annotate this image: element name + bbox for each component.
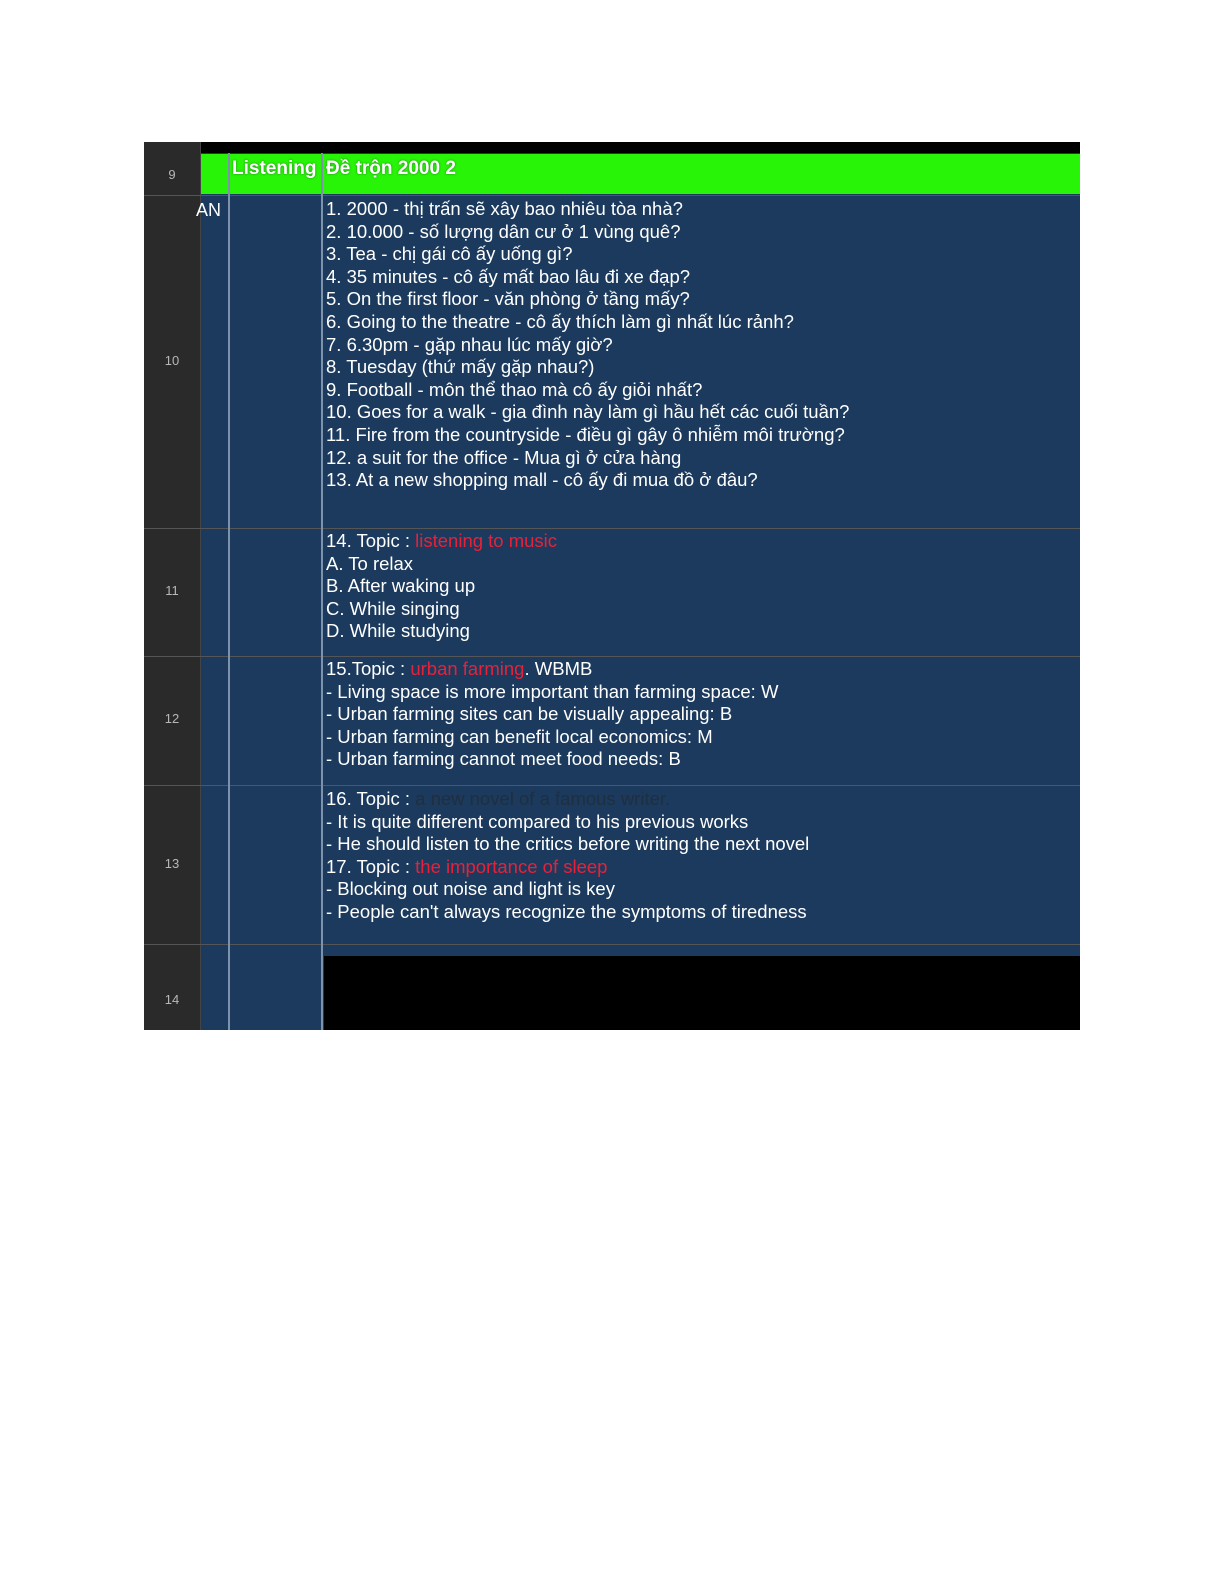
column-a-partial-text[interactable]: AN bbox=[196, 200, 222, 220]
cell-row-10-answers[interactable] bbox=[326, 198, 1078, 492]
topic-highlight: urban farming bbox=[410, 658, 525, 679]
answer-line: 2. 10.000 - số lượng dân cư ở 1 vùng quê? bbox=[326, 220, 681, 242]
row-divider bbox=[144, 944, 1080, 945]
topic-line: 14. Topic : listening to music bbox=[326, 530, 558, 551]
topic-line: 15.Topic : urban farming. WBMB bbox=[326, 658, 593, 679]
row-number-13[interactable]: 13 bbox=[164, 856, 180, 871]
option-line: B. After waking up bbox=[326, 575, 476, 597]
topic-highlight: listening to music bbox=[415, 530, 558, 551]
row-divider bbox=[144, 656, 1080, 657]
answer-line: 6. Going to the theatre - cô ấy thích làm gì nhất lúc rảnh? bbox=[326, 310, 794, 332]
row-divider bbox=[144, 195, 1080, 196]
answer-line: 11. Fire from the countryside - điều gì gây ô nhiễm môi trường? bbox=[326, 423, 845, 445]
topic-highlight: a new novel of a famous writer. bbox=[415, 788, 671, 809]
answer-line: 1. 2000 - thị trấn sẽ xây bao nhiêu tòa nhà? bbox=[326, 198, 683, 219]
row-number-12[interactable]: 12 bbox=[164, 711, 180, 726]
cell-row-14[interactable] bbox=[324, 956, 1080, 1030]
cell-row-11-question-14[interactable] bbox=[326, 530, 1078, 643]
column-divider bbox=[321, 153, 323, 1030]
row-number-10[interactable]: 10 bbox=[164, 353, 180, 368]
header-cell-title[interactable]: Đề trộn 2000 2 bbox=[326, 158, 456, 179]
answer-line: - Urban farming cannot meet food needs: B bbox=[326, 748, 681, 770]
answer-line: 5. On the first floor - văn phòng ở tầng mấy? bbox=[326, 288, 690, 310]
answer-line: - Living space is more important than farming space: W bbox=[326, 680, 779, 702]
answer-line: 10. Goes for a walk - gia đình này làm gì hầu hết các cuối tuần? bbox=[326, 401, 850, 423]
option-line: C. While singing bbox=[326, 597, 460, 619]
answer-line: 3. Tea - chị gái cô ấy uống gì? bbox=[326, 243, 573, 265]
row-divider bbox=[144, 528, 1080, 529]
answer-line: - People can't always recognize the symptoms of tiredness bbox=[326, 900, 807, 922]
answer-line: 8. Tuesday (thứ mấy gặp nhau?) bbox=[326, 356, 595, 378]
answer-line: - It is quite different compared to his previous works bbox=[326, 810, 749, 832]
row-number-9[interactable]: 9 bbox=[168, 167, 176, 182]
spreadsheet-view bbox=[144, 142, 1080, 1030]
row-number-11[interactable]: 11 bbox=[165, 583, 179, 598]
row-divider bbox=[144, 785, 1080, 786]
option-line: D. While studying bbox=[326, 620, 470, 642]
answer-line: 7. 6.30pm - gặp nhau lúc mấy giờ? bbox=[326, 333, 613, 355]
topic-line: 17. Topic : the importance of sleep bbox=[326, 855, 608, 877]
topic-highlight: the importance of sleep bbox=[415, 855, 608, 877]
answer-line: 12. a suit for the office - Mua gì ở cửa hàng bbox=[326, 446, 682, 468]
answer-line: 9. Football - môn thể thao mà cô ấy giỏi nhất? bbox=[326, 378, 703, 400]
top-bar bbox=[144, 142, 1080, 153]
answer-line: 4. 35 minutes - cô ấy mất bao lâu đi xe đạp? bbox=[326, 265, 691, 287]
answer-line: - Urban farming sites can be visually appealing: B bbox=[326, 703, 733, 725]
answer-line: - Urban farming can benefit local economics: M bbox=[326, 725, 713, 747]
header-cell-listening[interactable]: Listening bbox=[232, 158, 317, 179]
cell-row-12-question-15[interactable] bbox=[326, 658, 1078, 771]
row-number-14[interactable]: 14 bbox=[164, 992, 180, 1007]
cell-row-13-questions-16-17[interactable] bbox=[326, 788, 1078, 924]
answer-line: - Blocking out noise and light is key bbox=[326, 878, 615, 900]
column-divider bbox=[228, 153, 230, 1030]
option-line: A. To relax bbox=[326, 552, 414, 574]
answer-line: - He should listen to the critics before writing the next novel bbox=[326, 833, 810, 855]
topic-line: 16. Topic : a new novel of a famous writer. bbox=[326, 788, 671, 809]
row-number-gutter bbox=[144, 142, 201, 1030]
answer-line: 13. At a new shopping mall - cô ấy đi mua đồ ở đâu? bbox=[326, 469, 758, 491]
